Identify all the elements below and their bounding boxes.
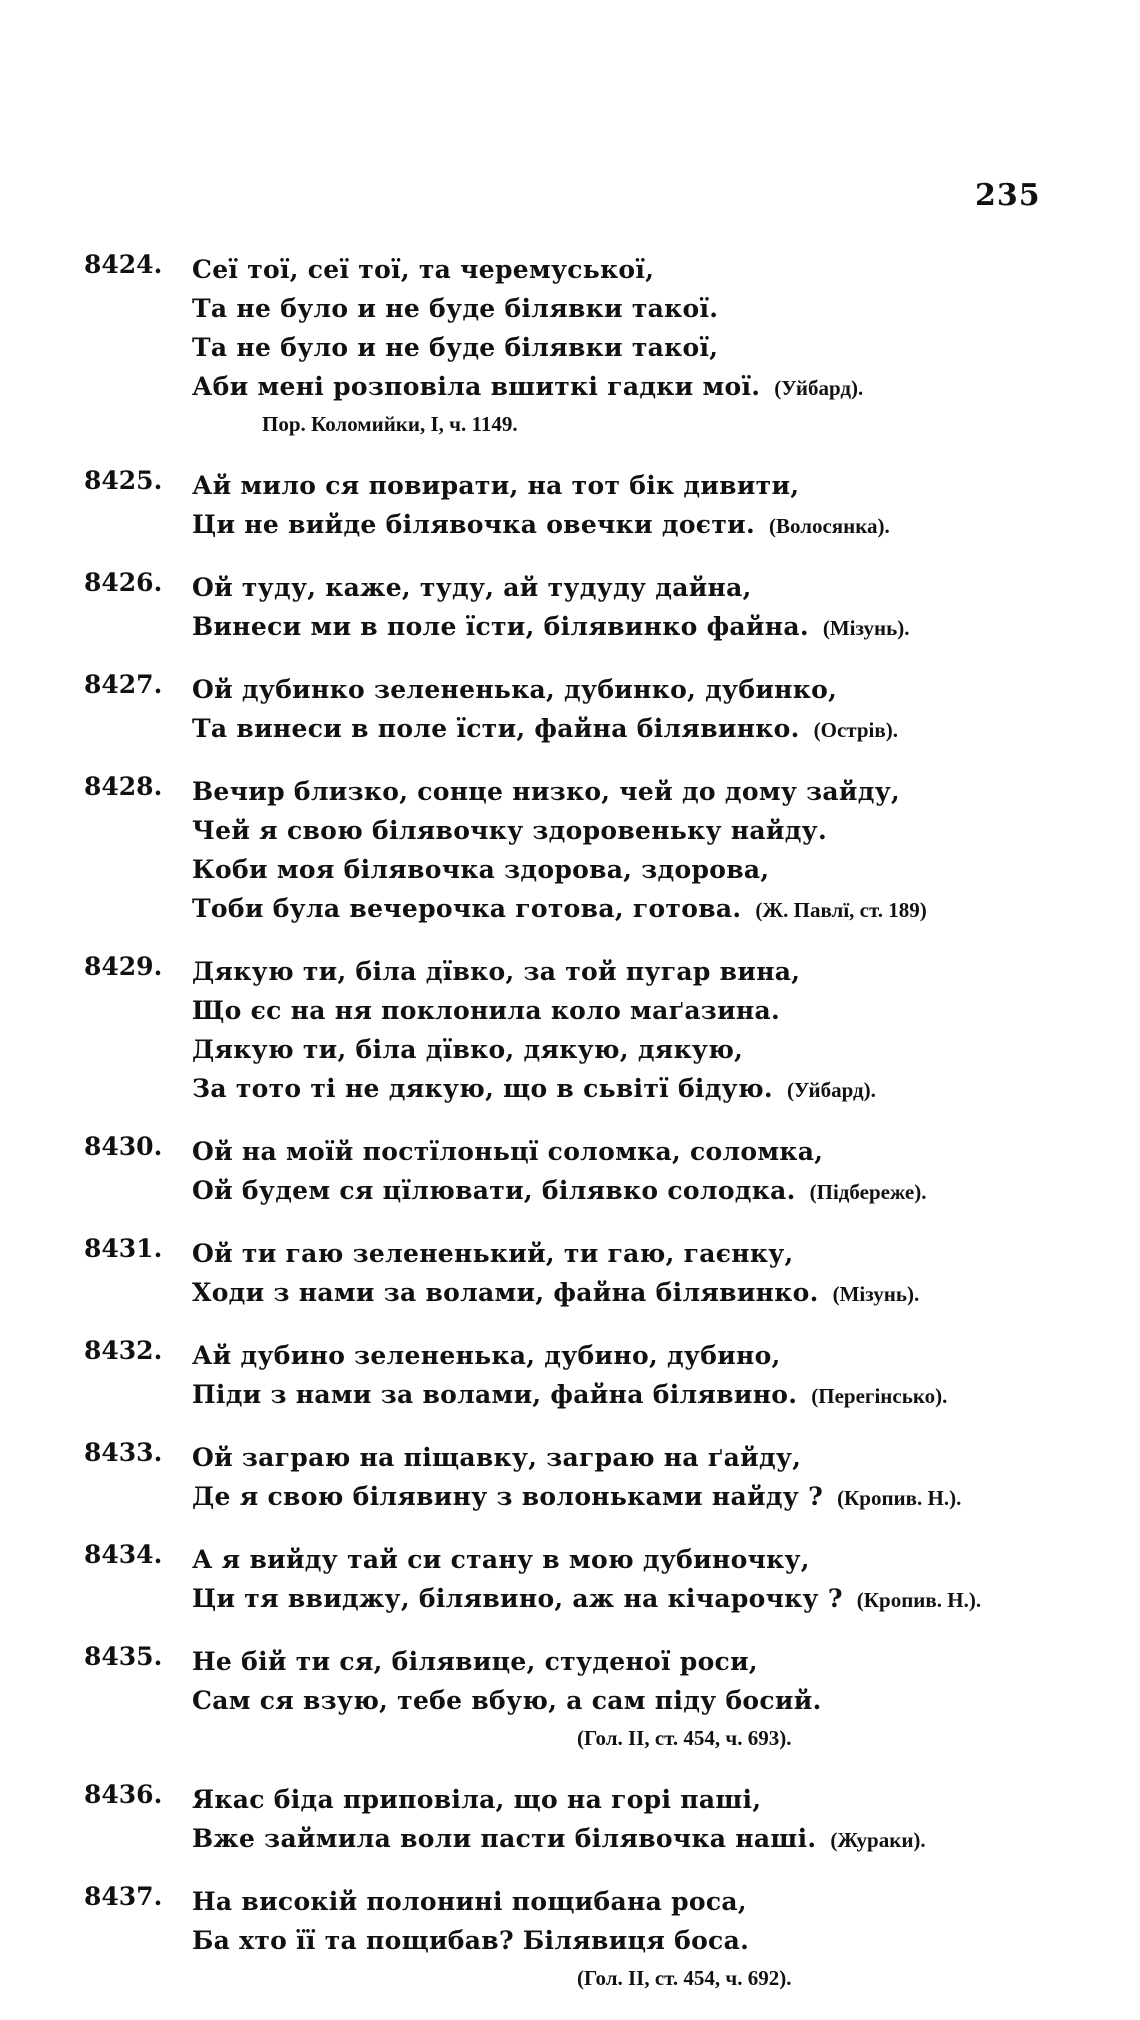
source-note: (Уйбард). — [774, 376, 864, 400]
verse-lines — [192, 1234, 1140, 1312]
verse-line-last — [192, 1579, 1140, 1618]
verse-line: Ой туду, каже, туду, ай тудуду дайна, — [192, 573, 752, 602]
verse-line: На високій полонині пощибана роса, — [192, 1887, 747, 1916]
verse-lines — [192, 772, 1140, 928]
verse-line: Ай дубино зелененька, дубино, дубино, — [192, 1341, 781, 1370]
source-note: (Кропив. Н.). — [837, 1486, 962, 1510]
source-note: (Мізунь). — [822, 616, 910, 640]
verse-line: Сам ся взую, тебе вбую, а сам піду босий. — [192, 1686, 822, 1715]
verse-text: Винеси ми в поле їсти, білявинко файна. — [192, 612, 809, 641]
verse-entry-8432 — [0, 1336, 1140, 1414]
verse-line: Та не було и не буде білявки такої. — [192, 294, 719, 323]
verse-text: Ходи з нами за волами, файна білявинко. — [192, 1278, 819, 1307]
verse-line: Ба хто її та пощибав? Білявиця боса. — [192, 1926, 750, 1955]
verse-lines — [192, 1132, 1140, 1210]
verse-entry-8424 — [0, 250, 1140, 442]
verse-lines — [192, 1780, 1140, 1858]
verse-line: Та не було и не буде білявки такої, — [192, 333, 719, 362]
verse-line-last — [192, 1069, 1140, 1108]
verse-line-last — [192, 1273, 1140, 1312]
verse-line: Ой дубинко зелененька, дубинко, дубинко, — [192, 675, 838, 704]
verse-line-last — [192, 1477, 1140, 1516]
verse-line-last — [192, 709, 1140, 748]
verse-lines — [192, 952, 1140, 1108]
verse-entry-8431 — [0, 1234, 1140, 1312]
verse-entry-8437 — [0, 1882, 1140, 1996]
verse-lines — [192, 1642, 1140, 1756]
verse-text: Тоби була вечерочка готова, готова. — [192, 894, 742, 923]
source-note: (Острів). — [813, 718, 898, 742]
verse-line-last — [192, 505, 1140, 544]
verse-entry-8436 — [0, 1780, 1140, 1858]
source-note: (Перегінсько). — [811, 1384, 948, 1408]
verse-line: Сеї тої, сеї тої, та черемуської, — [192, 255, 655, 284]
verse-lines — [192, 250, 1140, 442]
verse-lines — [192, 568, 1140, 646]
verse-entry-8430 — [0, 1132, 1140, 1210]
verse-line: Що єс на ня поклонила коло маґазина. — [192, 996, 781, 1025]
verse-line: Вечир близко, сонце низко, чей до дому зайду, — [192, 777, 901, 806]
verse-line: Якас біда приповіла, що на горі паші, — [192, 1785, 762, 1814]
verse-lines — [192, 670, 1140, 748]
verse-line: Дякую ти, біла дївко, дякую, дякую, — [192, 1035, 744, 1064]
verse-entry-8428 — [0, 772, 1140, 928]
source-note: (Уйбард). — [786, 1078, 876, 1102]
entry-number: 8431. — [84, 1234, 163, 1263]
verse-text: Вже займила воли пасти білявочка наші. — [192, 1824, 817, 1853]
citation: Пор. Коломийки, I, ч. 1149. — [262, 412, 518, 436]
verse-line: А я вийду тай си стану в мою дубиночку, — [192, 1545, 810, 1574]
verse-entry-8434 — [0, 1540, 1140, 1618]
entry-number: 8433. — [84, 1438, 163, 1467]
entry-number: 8427. — [84, 670, 163, 699]
citation: (Гол. II, ст. 454, ч. 692). — [577, 1966, 792, 1990]
entry-number: 8436. — [84, 1780, 163, 1809]
verse-line-last — [192, 367, 1140, 406]
verse-line: Коби моя білявочка здорова, здорова, — [192, 855, 770, 884]
verse-entry-8435 — [0, 1642, 1140, 1756]
verse-text: Ой будем ся цїлювати, білявко солодка. — [192, 1176, 796, 1205]
entry-number: 8430. — [84, 1132, 163, 1161]
verse-line: Дякую ти, біла дївко, за той пугар вина, — [192, 957, 801, 986]
verse-line-last — [192, 1375, 1140, 1414]
verse-text: Аби мені розповіла вшиткі гадки мої. — [192, 372, 761, 401]
verse-line: Ой ти гаю зелененький, ти гаю, гаєнку, — [192, 1239, 794, 1268]
entry-number: 8432. — [84, 1336, 163, 1365]
verse-text: За тото ті не дякую, що в сьвітї бідую. — [192, 1074, 773, 1103]
entry-number: 8424. — [84, 250, 163, 279]
verse-line-last — [192, 1171, 1140, 1210]
verse-entry-8425 — [0, 466, 1140, 544]
verse-line-last — [192, 889, 1140, 928]
source-note: (Підбереже). — [809, 1180, 927, 1204]
verse-lines — [192, 1336, 1140, 1414]
verse-text: Піди з нами за волами, файна білявино. — [192, 1380, 798, 1409]
entry-number: 8429. — [84, 952, 163, 981]
verse-line: Ой на моїй постїлоньцї соломка, соломка, — [192, 1137, 824, 1166]
verse-line: Не бій ти ся, білявице, студеної роси, — [192, 1647, 758, 1676]
verse-entry-8426 — [0, 568, 1140, 646]
verse-text: Ци тя ввиджу, білявино, аж на кічарочку ? — [192, 1584, 843, 1613]
entry-number: 8434. — [84, 1540, 163, 1569]
verse-lines — [192, 466, 1140, 544]
source-note: (Кропив. Н.). — [856, 1588, 982, 1612]
verse-line-last — [192, 607, 1140, 646]
citation: (Гол. II, ст. 454, ч. 693). — [577, 1726, 792, 1750]
verse-entry-8429 — [0, 952, 1140, 1108]
entry-number: 8428. — [84, 772, 163, 801]
entry-number: 8435. — [84, 1642, 163, 1671]
verse-entry-8433 — [0, 1438, 1140, 1516]
verse-line-last — [192, 1819, 1140, 1858]
verse-list — [0, 250, 1140, 2020]
verse-entry-8427 — [0, 670, 1140, 748]
verse-text: Та винеси в поле їсти, файна білявинко. — [192, 714, 800, 743]
source-note: (Мізунь). — [832, 1282, 920, 1306]
source-note: (Жураки). — [830, 1828, 926, 1852]
verse-line: Чей я свою білявочку здоровеньку найду. — [192, 816, 827, 845]
page-number: 235 — [975, 178, 1041, 213]
source-note: (Ж. Павлї, ст. 189) — [755, 898, 927, 922]
verse-lines — [192, 1540, 1140, 1618]
entry-number: 8425. — [84, 466, 163, 495]
verse-text: Де я свою білявину з волоньками найду ? — [192, 1482, 824, 1511]
verse-lines — [192, 1882, 1140, 1996]
verse-lines — [192, 1438, 1140, 1516]
verse-line: Ай мило ся повирати, на тот бік дивити, — [192, 471, 800, 500]
verse-line: Ой заграю на піщавку, заграю на ґайду, — [192, 1443, 802, 1472]
entry-number: 8437. — [84, 1882, 163, 1911]
source-note: (Волосянка). — [768, 514, 890, 538]
entry-number: 8426. — [84, 568, 163, 597]
verse-text: Ци не вийде білявочка овечки доєти. — [192, 510, 755, 539]
